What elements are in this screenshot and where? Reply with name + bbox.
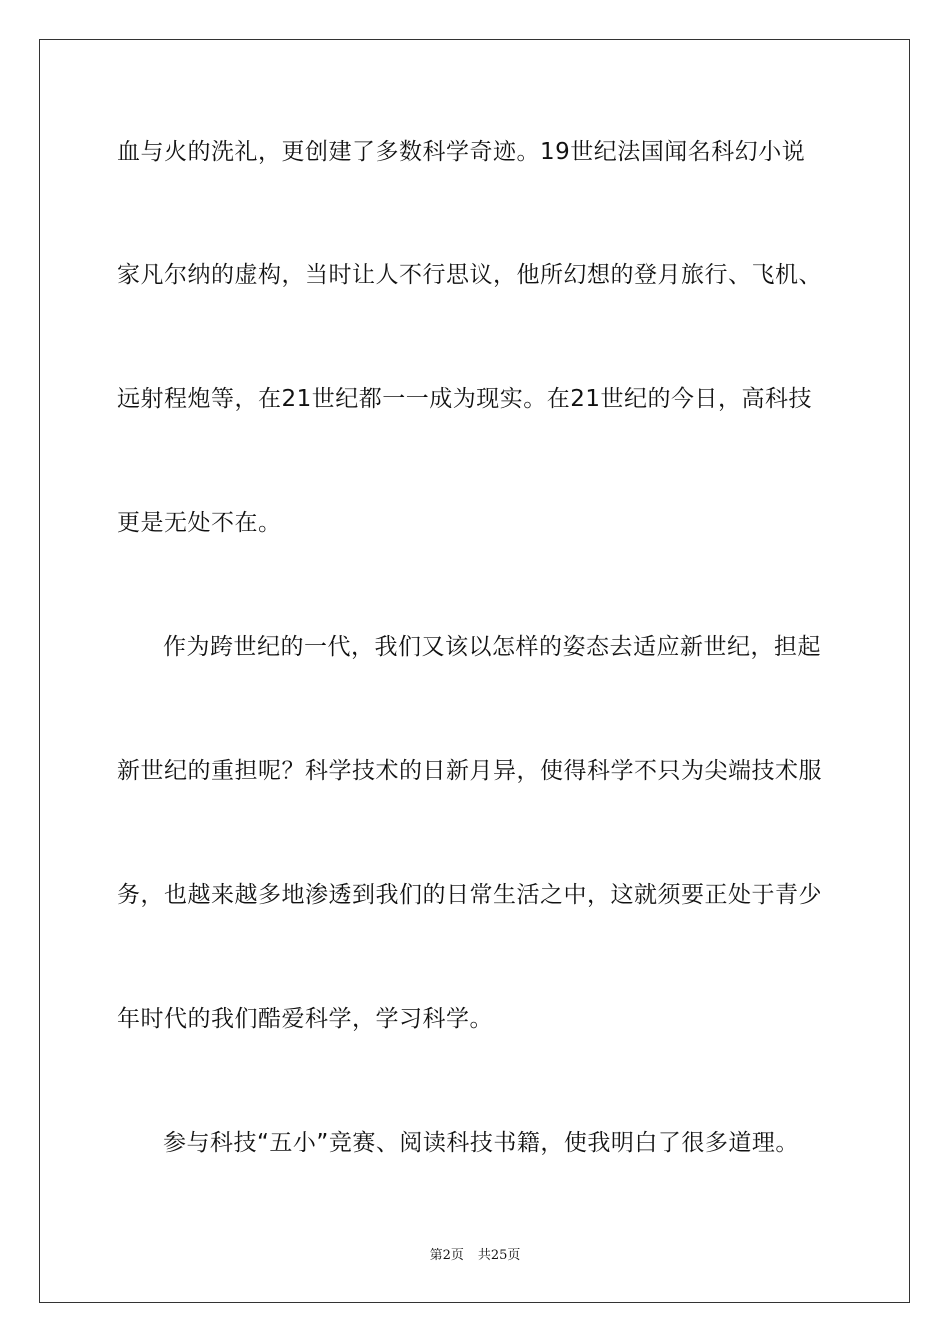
paragraph-first-line: 作为跨世纪的一代，我们又该以怎样的姿态去适应新世纪，担起 bbox=[163, 634, 821, 660]
paragraph-line: 血与火的洗礼，更创建了多数科学奇迹。19世纪法国闻名科幻小说 bbox=[117, 139, 806, 165]
paragraph-line: 更是无处不在。 bbox=[117, 510, 282, 536]
page-number: 第2页 bbox=[429, 1248, 464, 1263]
page-border bbox=[39, 39, 910, 1303]
page-total: 共25页 bbox=[477, 1248, 521, 1263]
paragraph-line: 家凡尔纳的虚构，当时让人不行思议，他所幻想的登月旅行、飞机、 bbox=[117, 262, 822, 288]
paragraph-first-line: 参与科技“五小”竞赛、阅读科技书籍，使我明白了很多道理。 bbox=[163, 1130, 799, 1156]
paragraph-line: 远射程炮等，在21世纪都一一成为现实。在21世纪的今日，高科技 bbox=[117, 386, 813, 412]
paragraph-line: 年时代的我们酷爱科学，学习科学。 bbox=[117, 1006, 493, 1032]
paragraph-line: 务，也越来越多地渗透到我们的日常生活之中，这就须要正处于青少 bbox=[117, 882, 822, 908]
paragraph-line: 新世纪的重担呢？科学技术的日新月异，使得科学不只为尖端技术服 bbox=[117, 758, 822, 784]
page-footer bbox=[0, 1247, 950, 1265]
